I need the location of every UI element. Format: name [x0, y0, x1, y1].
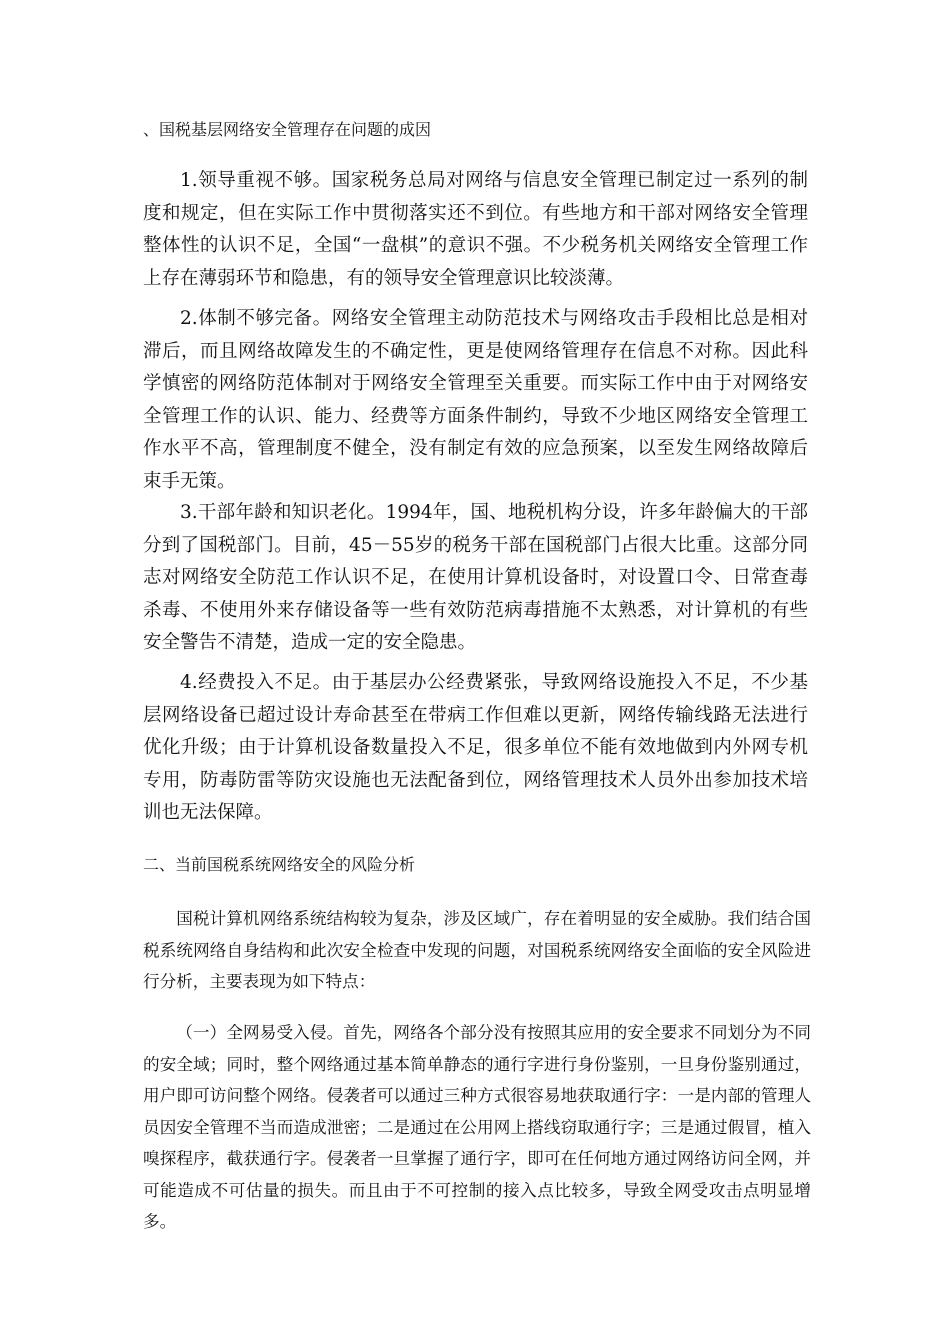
section-heading-risk-analysis: 二、当前国税系统网络安全的风险分析: [143, 855, 416, 874]
paragraph-system: 2.体制不够完备。网络安全管理主动防范技术与网络攻击手段相比总是相对滞后，而且网络故障发生的不确定性，更是使网络管理存在信息不对称。因此科学慎密的网络防范体制对于网络安全管理至关重要。而实际工作中由于对网络安全管理工作的认识、能力、经费等方面条件制约，导致不少地区网络安全管理工作水平不高，管理制度不健全，没有制定有效的应急预案，以至发生网络故障后束手无策。: [143, 308, 808, 492]
paragraph-leadership: 1.领导重视不够。国家税务总局对网络与信息安全管理已制定过一系列的制度和规定，但在实际工作中贯彻落实还不到位。有些地方和干部对网络安全管理整体性的认识不足，全国“一盘棋”的意识不强。不少税务机关网络安全管理工作上存在薄弱环节和隐患，有的领导安全管理意识比较淡薄。: [143, 170, 808, 289]
paragraph-risk-intro: 国税计算机网络系统结构较为复杂，涉及区域广，存在着明显的安全威胁。我们结合国税系统网络自身结构和此次安全检查中发现的问题，对国税系统网络安全面临的安全风险进行分析，主要表现为如下特点：: [143, 909, 811, 991]
paragraph-network-intrusion: （一）全网易受入侵。首先，网络各个部分没有按照其应用的安全要求不同划分为不同的安全域；同时，整个网络通过基本简单静态的通行字进行身份鉴别，一旦身份鉴别通过，用户即可访问整个网络。侵袭者可以通过三种方式很容易地获取通行字：一是内部的管理人员因安全管理不当而造成泄密；二是通过在公用网上搭线窃取通行字；三是通过假冒，植入嗅探程序，截获通行字。侵袭者一旦掌握了通行字，即可在任何地方通过网络访问全网，并可能造成不可估量的损失。而且由于不可控制的接入点比较多，导致全网受攻击点明显增多。: [143, 1023, 811, 1231]
paragraph-funding: 4.经费投入不足。由于基层办公经费紧张，导致网络设施投入不足，不少基层网络设备已超过设计寿命甚至在带病工作但难以更新，网络传输线路无法进行优化升级；由于计算机设备数量投入不足，很多单位不能有效地做到内外网专机专用，防毒防雷等防灾设施也无法配备到位，网络管理技术人员外出参加技术培训也无法保障。: [143, 672, 808, 823]
paragraph-staff-aging: 3.干部年龄和知识老化。1994年，国、地税机构分设，许多年龄偏大的干部分到了国税部门。目前，45－55岁的税务干部在国税部门占很大比重。这部分同志对网络安全防范工作认识不足，在使用计算机设备时，对设置口令、日常查毒杀毒、不使用外来存储设备等一些有效防范病毒措施不太熟悉，对计算机的有些安全警告不清楚，造成一定的安全隐患。: [143, 502, 808, 653]
section-heading-causes: 、国税基层网络安全管理存在问题的成因: [143, 120, 432, 139]
